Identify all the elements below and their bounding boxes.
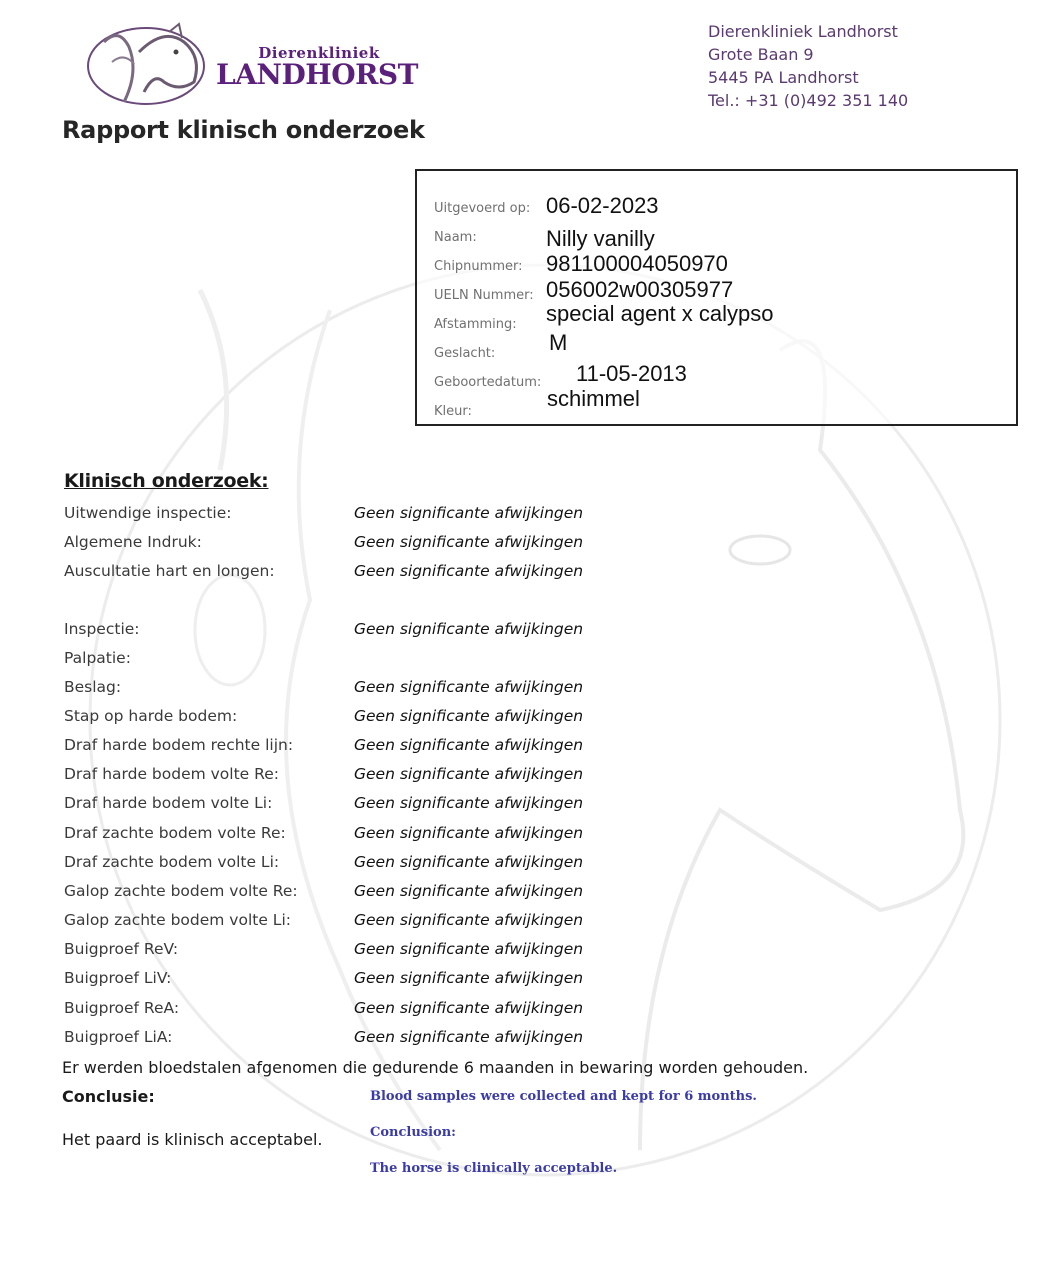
clinic-address bbox=[708, 20, 908, 112]
exam-row-label: Buigproef LiA: bbox=[64, 1028, 173, 1046]
exam-row-value: Geen significante afwijkingen bbox=[354, 707, 584, 725]
conclusion-text: Het paard is klinisch acceptabel. bbox=[62, 1130, 323, 1149]
horse-info-box bbox=[415, 169, 1018, 426]
exam-row-value: Geen significante afwijkingen bbox=[354, 824, 584, 842]
info-value: 11-05-2013 bbox=[576, 361, 687, 386]
clinic-logo bbox=[84, 22, 418, 114]
exam-row-value: Geen significante afwijkingen bbox=[354, 853, 584, 871]
info-value: special agent x calypso bbox=[546, 301, 774, 326]
exam-row-label: Stap op harde bodem: bbox=[64, 707, 238, 725]
exam-row-value: Geen significante afwijkingen bbox=[354, 562, 584, 580]
exam-row-label: Draf harde bodem volte Re: bbox=[64, 765, 279, 783]
exam-row-label: Draf harde bodem volte Li: bbox=[64, 794, 273, 812]
exam-row-value: Geen significante afwijkingen bbox=[354, 678, 584, 696]
exam-row-label: Galop zachte bodem volte Re: bbox=[64, 882, 298, 900]
address-line: Grote Baan 9 bbox=[708, 45, 814, 64]
exam-row-label: Buigproef LiV: bbox=[64, 969, 172, 987]
exam-row-label: Draf harde bodem rechte lijn: bbox=[64, 736, 294, 754]
address-line: Tel.: +31 (0)492 351 140 bbox=[708, 91, 909, 110]
exam-row-value: Geen significante afwijkingen bbox=[354, 736, 584, 754]
info-label: Naam: bbox=[434, 230, 477, 245]
info-label: UELN Nummer: bbox=[434, 288, 534, 303]
horse-logo-icon bbox=[84, 22, 219, 110]
exam-row-label: Galop zachte bodem volte Li: bbox=[64, 911, 291, 929]
exam-row-label: Draf zachte bodem volte Li: bbox=[64, 853, 280, 871]
exam-row-value: Geen significante afwijkingen bbox=[354, 765, 584, 783]
exam-row-value: Geen significante afwijkingen bbox=[354, 794, 584, 812]
address-line: 5445 PA Landhorst bbox=[708, 68, 859, 87]
info-value: Nilly vanilly bbox=[546, 226, 655, 251]
info-label: Afstamming: bbox=[434, 317, 517, 332]
info-label: Kleur: bbox=[434, 404, 472, 419]
exam-row-value: Geen significante afwijkingen bbox=[354, 1028, 584, 1046]
conclusion-heading: Conclusie: bbox=[62, 1087, 155, 1106]
translation-conclusion-text: The horse is clinically acceptable. bbox=[370, 1161, 618, 1176]
info-label: Uitgevoerd op: bbox=[434, 201, 531, 216]
exam-row-label: Buigproef ReA: bbox=[64, 999, 180, 1017]
clinical-exam-heading: Klinisch onderzoek: bbox=[64, 470, 269, 492]
exam-row-value: Geen significante afwijkingen bbox=[354, 969, 584, 987]
report-title: Rapport klinisch onderzoek bbox=[62, 116, 425, 144]
info-label: Chipnummer: bbox=[434, 259, 523, 274]
info-value: 056002w00305977 bbox=[546, 277, 734, 302]
translation-blood-samples: Blood samples were collected and kept for 6 months. bbox=[370, 1089, 757, 1104]
exam-row-value: Geen significante afwijkingen bbox=[354, 620, 584, 638]
exam-row-value: Geen significante afwijkingen bbox=[354, 911, 584, 929]
exam-row-label: Algemene Indruk: bbox=[64, 533, 202, 551]
exam-row-label: Auscultatie hart en longen: bbox=[64, 562, 275, 580]
exam-row-label: Inspectie: bbox=[64, 620, 140, 638]
exam-row-value: Geen significante afwijkingen bbox=[354, 999, 584, 1017]
exam-row-value: Geen significante afwijkingen bbox=[354, 882, 584, 900]
info-value: 981100004050970 bbox=[546, 251, 728, 276]
info-label: Geboortedatum: bbox=[434, 375, 542, 390]
exam-row-value: Geen significante afwijkingen bbox=[354, 533, 584, 551]
exam-row-label: Draf zachte bodem volte Re: bbox=[64, 824, 286, 842]
info-label: Geslacht: bbox=[434, 346, 496, 361]
exam-row-label: Buigproef ReV: bbox=[64, 940, 179, 958]
info-value: M bbox=[549, 330, 568, 355]
exam-row-label: Beslag: bbox=[64, 678, 122, 696]
info-value: schimmel bbox=[547, 386, 640, 411]
logo-text-big: LANDHORST bbox=[216, 58, 418, 91]
translation-conclusion-heading: Conclusion: bbox=[370, 1125, 456, 1140]
exam-row-value: Geen significante afwijkingen bbox=[354, 940, 584, 958]
blood-samples-note: Er werden bloedstalen afgenomen die gedurende 6 maanden in bewaring worden gehouden. bbox=[62, 1058, 809, 1077]
address-line: Dierenkliniek Landhorst bbox=[708, 22, 898, 41]
info-value: 06-02-2023 bbox=[546, 193, 659, 218]
exam-row-label: Palpatie: bbox=[64, 649, 131, 667]
logo-text-small: Dierenkliniek bbox=[258, 44, 380, 62]
exam-row-value: Geen significante afwijkingen bbox=[354, 504, 584, 522]
exam-row-label: Uitwendige inspectie: bbox=[64, 504, 232, 522]
